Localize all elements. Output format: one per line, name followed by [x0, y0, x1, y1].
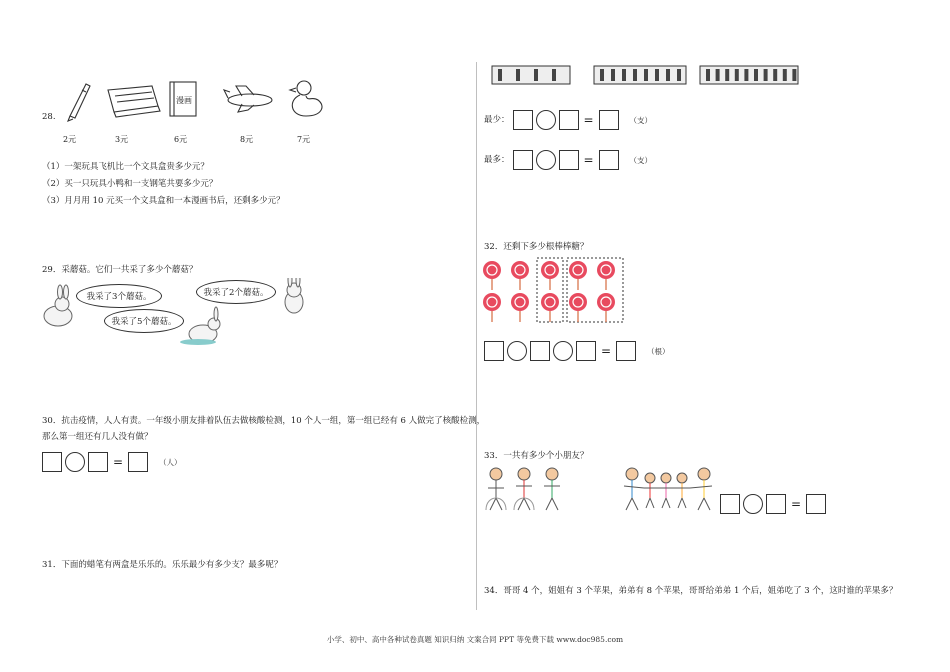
- answer-box[interactable]: [513, 110, 533, 130]
- operator-circle[interactable]: [536, 110, 556, 130]
- crayon: [534, 69, 538, 81]
- lollipop-icon: [597, 293, 615, 311]
- answer-box[interactable]: [484, 341, 504, 361]
- lollipops-illustration: [480, 256, 630, 326]
- crayon: [600, 69, 604, 81]
- crayon: [516, 69, 520, 81]
- lollipop-icon: [483, 261, 501, 279]
- speech-bubble-1: [76, 284, 162, 308]
- operator-circle[interactable]: [743, 494, 763, 514]
- result-box[interactable]: [599, 150, 619, 170]
- page-footer: 小学、初中、高中各种试卷真题 知识归纳 文案合同 PPT 等免费下载 www.doc985.com: [326, 635, 624, 644]
- unit-label: （根）: [647, 346, 670, 356]
- answer-box[interactable]: [559, 150, 579, 170]
- q34-question: 34．哥哥 4 个，姐姐有 3 个苹果，弟弟有 8 个苹果，哥哥给弟弟 1 个后，姐弟吃了 3 个，这时谁的苹果多？: [484, 586, 898, 596]
- lollipop-icon: [541, 261, 559, 279]
- crayon: [622, 69, 626, 81]
- crayon: [773, 69, 777, 81]
- q28-number: 28.: [42, 112, 56, 122]
- crayon: [706, 69, 710, 81]
- result-box[interactable]: [128, 452, 148, 472]
- min-label: 最少：: [484, 114, 510, 125]
- result-box[interactable]: [599, 110, 619, 130]
- crayon: [633, 69, 637, 81]
- speech-bubble-3: [104, 309, 184, 333]
- crayon: [498, 69, 502, 81]
- q32-question: 32．还剩下多少根棒棒糖？: [484, 242, 589, 252]
- crayon: [552, 69, 556, 81]
- operator-circle[interactable]: [553, 341, 573, 361]
- crayon: [754, 69, 758, 81]
- result-box[interactable]: [616, 341, 636, 361]
- bubble-2-text: 我采了2个蘑菇。: [203, 288, 269, 298]
- crayon: [783, 69, 787, 81]
- speech-bubble-2: [196, 280, 276, 304]
- crayon: [666, 69, 670, 81]
- q29-question: 29．采蘑菇。它们一共采了多少个蘑菇？: [42, 265, 198, 275]
- comic-book-label: 漫画: [176, 96, 192, 105]
- crayon: [792, 69, 796, 81]
- equals-sign: =: [790, 497, 802, 511]
- crayon: [744, 69, 748, 81]
- q31-min-row: [484, 110, 652, 130]
- price-plane: 8元: [240, 135, 254, 144]
- crayon: [735, 69, 739, 81]
- bubble-3-text: 我采了5个蘑菇。: [111, 317, 177, 327]
- crayon: [644, 69, 648, 81]
- price-pencil-box: 3元: [115, 135, 129, 144]
- answer-box[interactable]: [766, 494, 786, 514]
- bubble-1-text: 我采了3个蘑菇。: [86, 292, 152, 302]
- q28-pictures: [60, 76, 330, 122]
- lollipop-icon: [483, 293, 501, 311]
- max-label: 最多：: [484, 154, 510, 165]
- column-divider: [476, 62, 477, 610]
- q31-max-row: [484, 150, 652, 170]
- unit-label: （人）: [159, 457, 182, 467]
- q30-answer-row: [42, 452, 182, 472]
- q33-answer-row: [720, 494, 826, 514]
- operator-circle[interactable]: [507, 341, 527, 361]
- operator-circle[interactable]: [65, 452, 85, 472]
- crayon: [764, 69, 768, 81]
- answer-box[interactable]: [576, 341, 596, 361]
- answer-box[interactable]: [88, 452, 108, 472]
- price-comic-book: 6元: [174, 135, 188, 144]
- result-box[interactable]: [806, 494, 826, 514]
- answer-box[interactable]: [530, 341, 550, 361]
- q28-sub3: （3）月月用 10 元买一个文具盒和一本漫画书后，还剩多少元？: [42, 196, 285, 206]
- pen-icon: [60, 76, 330, 122]
- crayon: [677, 69, 681, 81]
- answer-box[interactable]: [559, 110, 579, 130]
- answer-box[interactable]: [720, 494, 740, 514]
- q32-answer-row: [484, 341, 670, 361]
- q30-line1: 30．抗击疫情，人人有责。一年级小朋友排着队伍去做核酸检测，10 个人一组，第一组已经有 6 人做完了核酸检测，: [42, 416, 486, 426]
- price-duck: 7元: [297, 135, 311, 144]
- lollipop-icon: [597, 261, 615, 279]
- q30-line2: 那么第一组还有几人没有做？: [42, 432, 153, 442]
- answer-box[interactable]: [513, 150, 533, 170]
- equals-sign: =: [583, 153, 594, 167]
- children-illustration: [480, 464, 720, 516]
- q28-sub2: （2）买一只玩具小鸭和一支钢笔共要多少元？: [42, 179, 218, 189]
- lollipop-icon: [541, 293, 559, 311]
- crayon: [716, 69, 720, 81]
- lollipop-icon: [511, 293, 529, 311]
- q33-question: 33．一共有多少个小朋友？: [484, 451, 589, 461]
- crayon: [611, 69, 615, 81]
- lollipop-icon: [569, 261, 587, 279]
- unit-label: （支）: [629, 155, 653, 165]
- crayon: [725, 69, 729, 81]
- crayon-boxes: [490, 64, 810, 88]
- lollipop-icon: [569, 293, 587, 311]
- equals-sign: =: [600, 344, 612, 358]
- equals-sign: =: [583, 113, 594, 127]
- q28-sub1: （1）一架玩具飞机比一个文具盒贵多少元？: [42, 162, 209, 172]
- price-pen: 2元: [63, 135, 77, 144]
- unit-label: （支）: [629, 115, 653, 125]
- answer-box[interactable]: [42, 452, 62, 472]
- q31-question: 31．下面的蜡笔有两盒是乐乐的。乐乐最少有多少支？最多呢？: [42, 560, 283, 570]
- lollipop-icon: [511, 261, 529, 279]
- crayon: [655, 69, 659, 81]
- equals-sign: =: [112, 455, 124, 469]
- operator-circle[interactable]: [536, 150, 556, 170]
